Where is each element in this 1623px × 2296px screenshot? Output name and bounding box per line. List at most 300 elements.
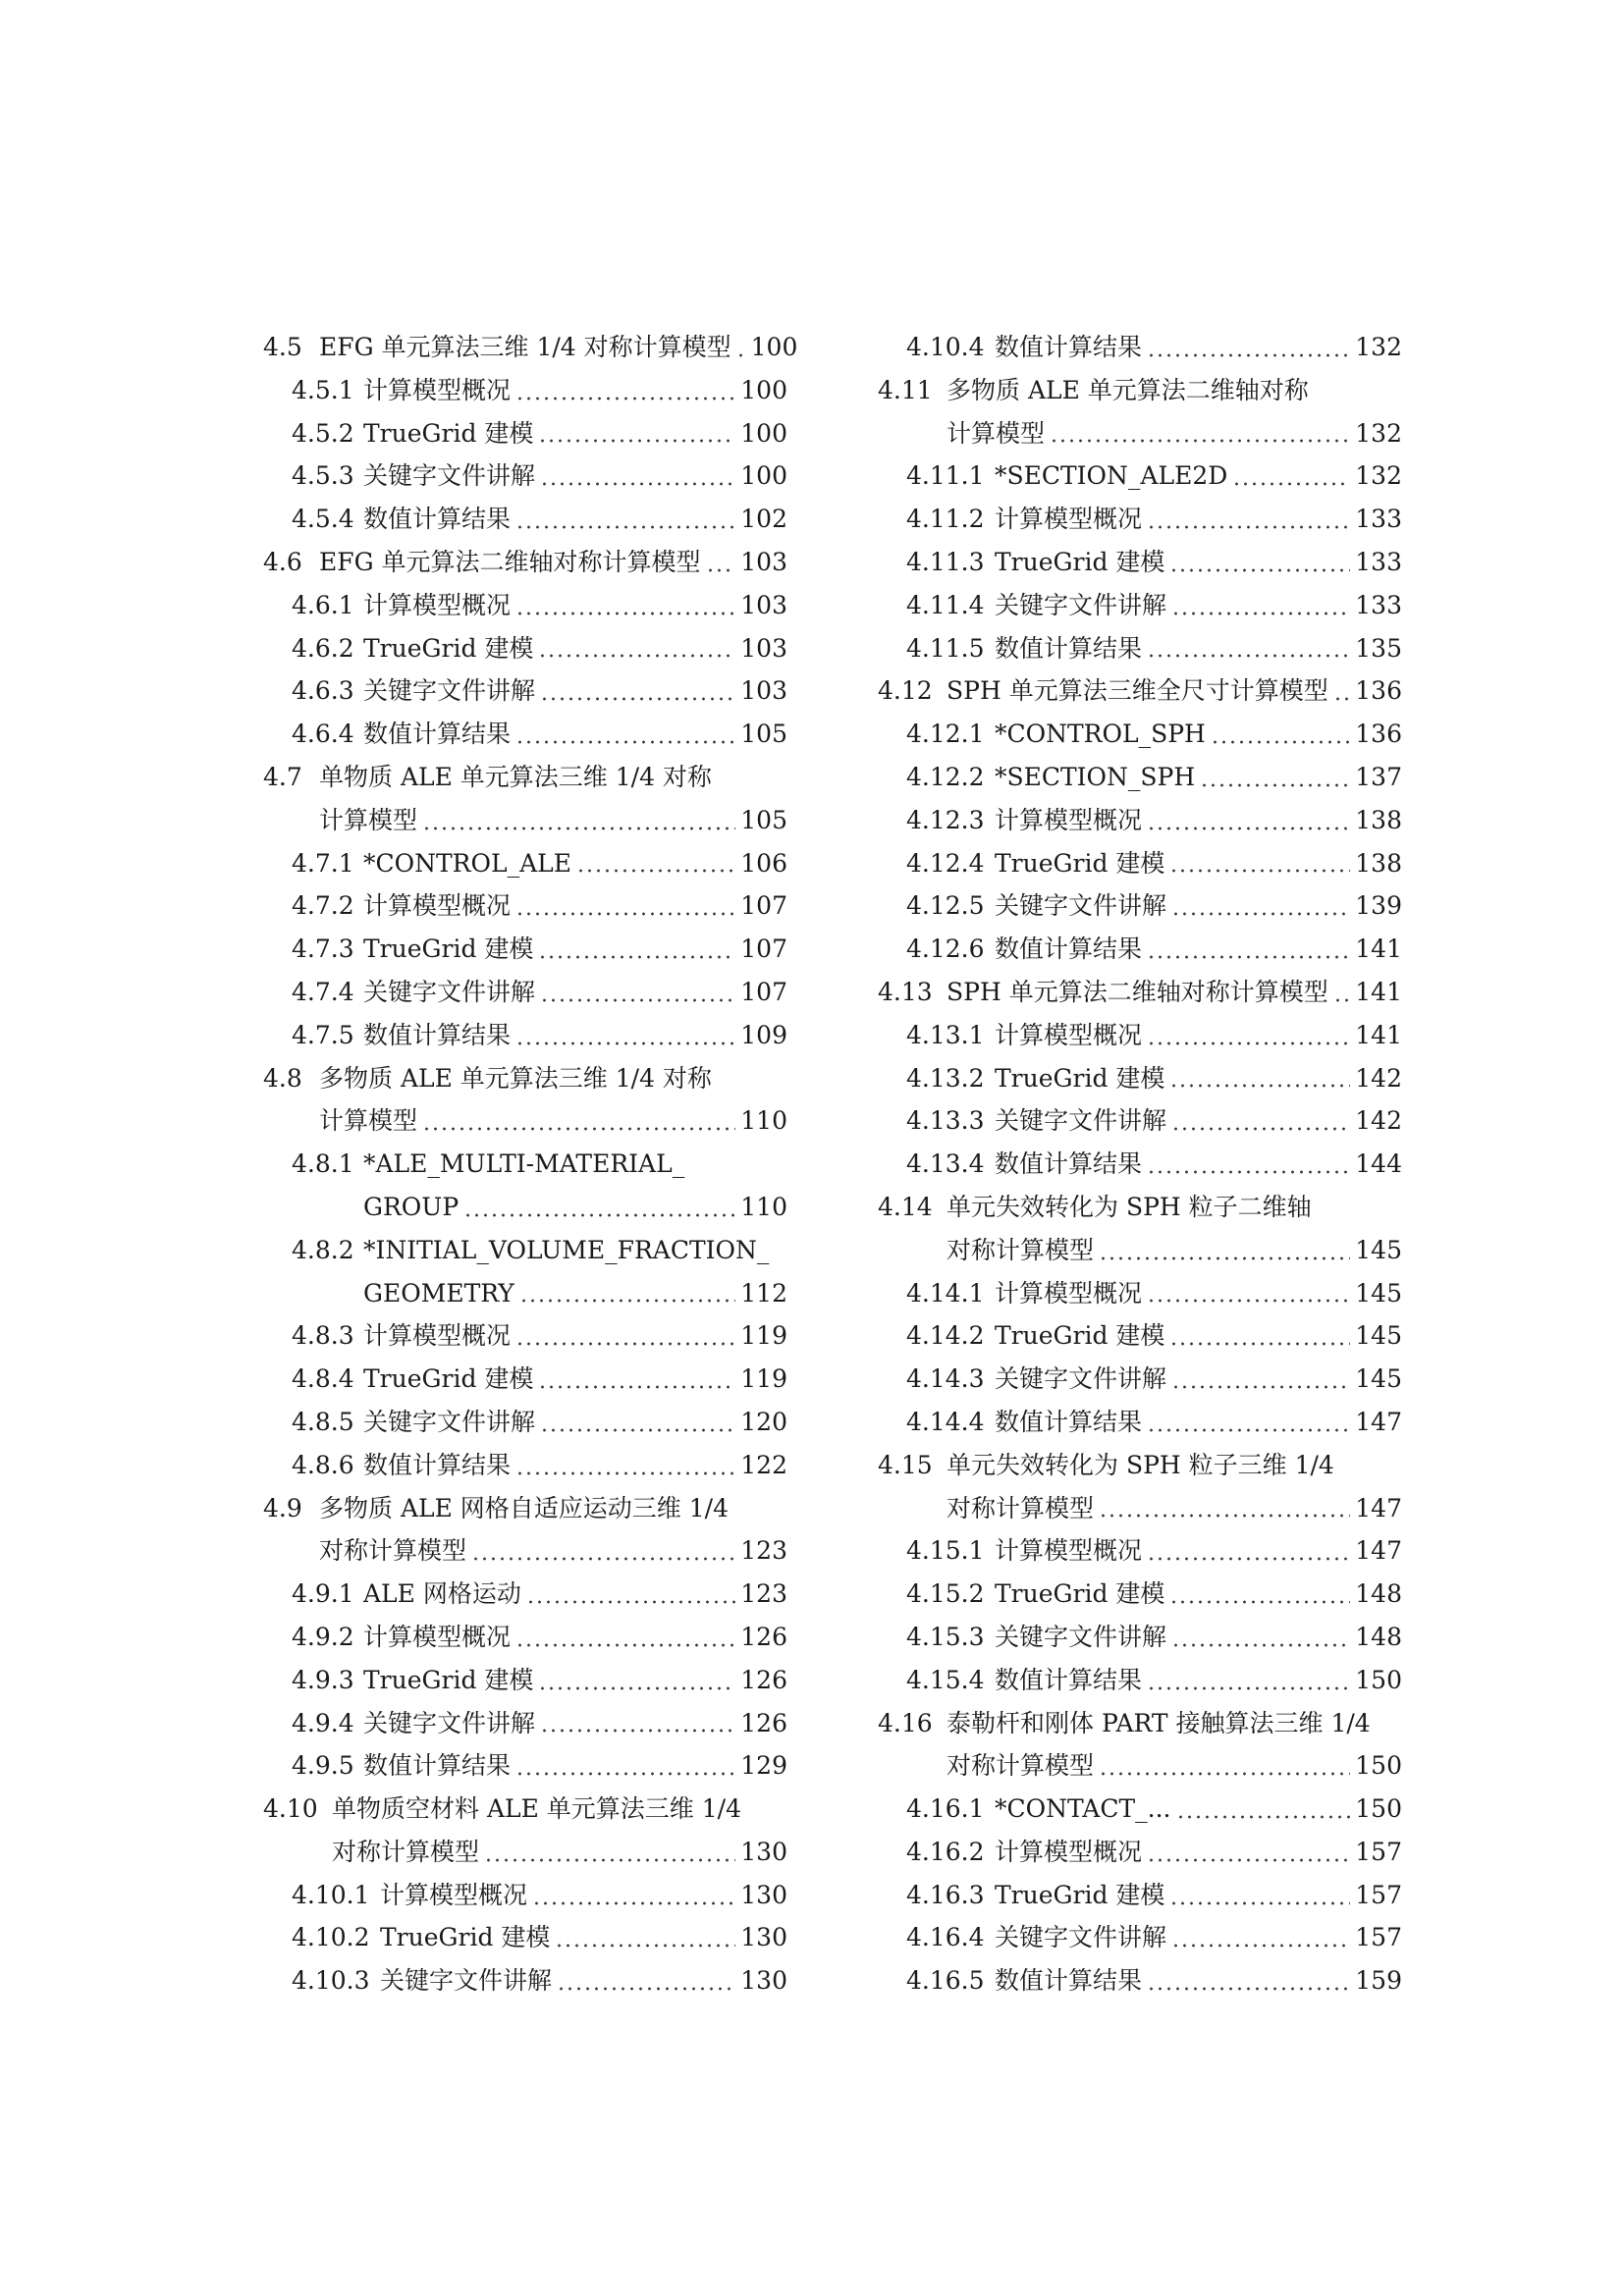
subsection-title: 关键字文件讲解 [995, 1106, 1167, 1136]
toc-entry[interactable] [263, 928, 787, 971]
toc-entry[interactable] [878, 1659, 1402, 1702]
page-number: 142 [1355, 1106, 1402, 1136]
toc-entry[interactable] [263, 498, 787, 541]
subsection-number: 4.6.2 [292, 633, 354, 663]
page-number: 135 [1355, 633, 1402, 663]
subsection-number: 4.5.3 [292, 461, 354, 491]
dot-leader [1147, 651, 1350, 661]
section-title: 单元失效转化为 SPH 粒子三维 1/4 [947, 1450, 1334, 1479]
section-title: EFG 单元算法三维 1/4 对称计算模型 [319, 333, 731, 361]
toc-entry[interactable] [263, 454, 787, 498]
page-number: 157 [1355, 1923, 1402, 1952]
subsection-title: TrueGrid 建模 [995, 1321, 1165, 1351]
page-number: 130 [740, 1923, 787, 1952]
subsection-number: 4.11.3 [906, 547, 985, 576]
subsection-number: 4.10.3 [292, 1966, 370, 1996]
page-number: 150 [1355, 1665, 1402, 1694]
subsection-title: 计算模型概况 [363, 1321, 512, 1351]
subsection-title: TrueGrid 建模 [995, 547, 1165, 576]
dot-leader [538, 1382, 735, 1392]
toc-entry[interactable] [263, 1229, 787, 1272]
page-number: 112 [740, 1278, 787, 1308]
toc-entry[interactable] [263, 1358, 787, 1401]
page-number: 119 [740, 1364, 787, 1394]
subsection-number: 4.14.2 [906, 1321, 985, 1351]
subsection-title: TrueGrid 建模 [363, 1665, 534, 1694]
toc-entry[interactable] [878, 799, 1402, 842]
subsection-number: 4.12.6 [906, 934, 985, 964]
page-number: 120 [740, 1407, 787, 1436]
toc-entry[interactable] [878, 1788, 1402, 1831]
subsection-number: 4.9.1 [292, 1579, 354, 1609]
page-number: 109 [740, 1020, 787, 1049]
dot-leader [1147, 522, 1350, 532]
toc-entry[interactable] [878, 713, 1402, 756]
subsection-number: 4.10.1 [292, 1880, 370, 1909]
page-number: 102 [740, 505, 787, 534]
page-number: 107 [740, 977, 787, 1006]
subsection-number: 4.16.3 [906, 1880, 985, 1909]
section-title-continued: 计算模型 [319, 1106, 418, 1136]
toc-entry[interactable] [263, 1874, 787, 1917]
toc-entry[interactable] [878, 1401, 1402, 1444]
page-number: 148 [1355, 1579, 1402, 1609]
toc-entry[interactable] [878, 1702, 1402, 1745]
toc-entry[interactable] [878, 1314, 1402, 1358]
dot-leader [422, 1124, 735, 1134]
dot-leader [519, 1296, 735, 1306]
page-number: 133 [1355, 590, 1402, 619]
subsection-title: 计算模型概况 [363, 590, 512, 619]
page-number: 145 [1355, 1321, 1402, 1351]
dot-leader [515, 737, 735, 747]
subsection-number: 4.5.1 [292, 375, 354, 404]
section-title: 多物质 ALE 单元算法二维轴对称 [947, 375, 1309, 404]
subsection-title: ALE 网格运动 [363, 1579, 521, 1609]
dot-leader [422, 824, 735, 833]
toc-entry[interactable] [263, 541, 787, 584]
toc-entry[interactable] [263, 1099, 787, 1143]
subsection-number: 4.6.4 [292, 720, 354, 749]
dot-leader [1232, 479, 1350, 489]
dot-leader [515, 1769, 735, 1779]
dot-leader [538, 651, 735, 661]
dot-leader [1147, 1683, 1350, 1693]
subsection-title: *CONTROL_ALE [363, 848, 571, 878]
subsection-number: 4.7.1 [292, 848, 354, 878]
toc-entry[interactable] [263, 1959, 787, 2002]
section-number: 4.16 [878, 1708, 933, 1737]
toc-entry[interactable] [878, 669, 1402, 713]
dot-leader [1147, 1425, 1350, 1435]
toc-entry[interactable] [263, 799, 787, 842]
subsection-title: 关键字文件讲解 [363, 1708, 536, 1737]
toc-entry[interactable] [878, 1057, 1402, 1100]
subsection-title: 数值计算结果 [995, 1966, 1143, 1996]
dot-leader [526, 1597, 735, 1607]
subsection-number: 4.12.3 [906, 805, 985, 834]
toc-entry[interactable] [263, 584, 787, 627]
subsection-number: 4.11.5 [906, 633, 985, 663]
dot-leader [1147, 1855, 1350, 1865]
subsection-title: TrueGrid 建模 [363, 418, 534, 448]
toc-entry[interactable] [878, 541, 1402, 584]
dot-leader [538, 952, 735, 962]
subsection-number: 4.14.3 [906, 1364, 985, 1394]
subsection-title: 数值计算结果 [995, 633, 1143, 663]
page-number: 157 [1355, 1880, 1402, 1909]
subsection-title: TrueGrid 建模 [995, 1579, 1165, 1609]
toc-entry[interactable] [263, 756, 787, 799]
subsection-number: 4.15.2 [906, 1579, 985, 1609]
subsection-title: 关键字文件讲解 [995, 891, 1167, 921]
toc-entry[interactable] [878, 369, 1402, 412]
subsection-title: *SECTION_SPH [995, 762, 1196, 791]
subsection-title: 数值计算结果 [995, 934, 1143, 964]
subsection-number: 4.13.2 [906, 1063, 985, 1093]
subsection-title: 数值计算结果 [995, 1407, 1143, 1436]
toc-entry[interactable] [878, 756, 1402, 799]
page-number: 133 [1355, 505, 1402, 534]
page-number: 107 [740, 934, 787, 964]
dot-leader [471, 1554, 735, 1564]
toc-entry[interactable] [878, 412, 1402, 455]
subsection-number: 4.12.4 [906, 848, 985, 878]
toc-entry[interactable] [263, 1744, 787, 1788]
subsection-number: 4.12.1 [906, 720, 985, 749]
subsection-title: 关键字文件讲解 [363, 1407, 536, 1436]
toc-entry[interactable] [878, 1874, 1402, 1917]
subsection-title: 计算模型概况 [995, 1020, 1143, 1049]
dot-leader [515, 522, 735, 532]
section-number: 4.11 [878, 375, 933, 404]
page-number: 130 [740, 1880, 787, 1909]
subsection-number: 4.8.2 [292, 1235, 354, 1264]
subsection-title: 计算模型概况 [363, 375, 512, 404]
toc-entry[interactable] [878, 1229, 1402, 1272]
subsection-title: *CONTROL_SPH [995, 720, 1206, 749]
toc-entry[interactable] [263, 1272, 787, 1315]
toc-entry[interactable] [263, 1401, 787, 1444]
section-number: 4.5 [263, 333, 302, 361]
toc-entry[interactable] [878, 1272, 1402, 1315]
dot-leader [515, 394, 735, 403]
subsection-title: 关键字文件讲解 [995, 1364, 1167, 1394]
dot-leader [515, 1468, 735, 1478]
subsection-number: 4.7.3 [292, 934, 354, 964]
subsection-number: 4.16.4 [906, 1923, 985, 1952]
dot-leader [576, 866, 735, 876]
toc-entry[interactable] [263, 669, 787, 713]
subsection-number: 4.7.5 [292, 1020, 354, 1049]
dot-leader [515, 1039, 735, 1048]
page-number: 119 [740, 1321, 787, 1351]
toc-entry[interactable] [263, 1702, 787, 1745]
toc-entry[interactable] [878, 1099, 1402, 1143]
dot-leader [540, 1726, 735, 1735]
page-number: 106 [740, 848, 787, 878]
dot-leader [1147, 1296, 1350, 1306]
subsection-number: 4.11.1 [906, 461, 985, 491]
dot-leader [1099, 1511, 1350, 1521]
subsection-number: 4.8.5 [292, 1407, 354, 1436]
subsection-number: 4.15.1 [906, 1536, 985, 1566]
page-number: 100 [740, 418, 787, 448]
page-number: 105 [740, 720, 787, 749]
toc-entry[interactable] [263, 1788, 787, 1831]
subsection-title: 数值计算结果 [363, 720, 512, 749]
page-number: 132 [1355, 333, 1402, 361]
subsection-number: 4.9.3 [292, 1665, 354, 1694]
toc-entry[interactable] [878, 1143, 1402, 1186]
page-number: 107 [740, 891, 787, 921]
dot-leader [1147, 350, 1350, 360]
dot-leader [515, 909, 735, 919]
subsection-title-continued: GROUP [363, 1192, 460, 1221]
toc-entry[interactable] [878, 1444, 1402, 1487]
subsection-title: *SECTION_ALE2D [995, 461, 1228, 491]
page-number: 159 [1355, 1966, 1402, 1996]
subsection-number: 4.6.3 [292, 676, 354, 706]
subsection-number: 4.7.4 [292, 977, 354, 1006]
toc-column-right [878, 326, 1402, 2002]
page-number: 123 [740, 1579, 787, 1609]
dot-leader [540, 479, 735, 489]
subsection-title: 关键字文件讲解 [363, 676, 536, 706]
toc-entry[interactable] [263, 1014, 787, 1057]
dot-leader [1147, 824, 1350, 833]
page-number: 103 [740, 633, 787, 663]
dot-leader [1169, 565, 1350, 575]
toc-entry[interactable] [878, 928, 1402, 971]
subsection-number: 4.8.1 [292, 1149, 354, 1179]
page-number: 126 [740, 1708, 787, 1737]
toc-entry[interactable] [878, 971, 1402, 1014]
page-number: 144 [1355, 1149, 1402, 1179]
page-number: 141 [1355, 977, 1402, 1006]
page-number: 139 [1355, 891, 1402, 921]
page-number: 103 [740, 547, 787, 576]
subsection-number: 4.9.5 [292, 1751, 354, 1781]
dot-leader [484, 1855, 735, 1865]
subsection-number: 4.15.3 [906, 1622, 985, 1651]
subsection-number: 4.8.4 [292, 1364, 354, 1394]
toc-entry[interactable] [878, 1487, 1402, 1530]
toc-entry[interactable] [263, 971, 787, 1014]
subsection-number: 4.14.1 [906, 1278, 985, 1308]
subsection-title: 关键字文件讲解 [995, 590, 1167, 619]
dot-leader [1333, 995, 1351, 1005]
subsection-title: *INITIAL_VOLUME_FRACTION_ [363, 1235, 770, 1264]
page-number: 110 [740, 1192, 787, 1221]
subsection-number: 4.10.2 [292, 1923, 370, 1952]
page-number: 147 [1355, 1536, 1402, 1566]
section-number: 4.15 [878, 1450, 933, 1479]
toc-entry[interactable] [878, 1014, 1402, 1057]
subsection-number: 4.14.4 [906, 1407, 985, 1436]
dot-leader [1333, 694, 1351, 704]
dot-leader [540, 694, 735, 704]
toc-entry[interactable] [263, 1057, 787, 1100]
page-number: 129 [740, 1751, 787, 1781]
toc-entry[interactable] [263, 1487, 787, 1530]
section-title: 多物质 ALE 网格自适应运动三维 1/4 [319, 1493, 729, 1522]
subsection-number: 4.5.2 [292, 418, 354, 448]
dot-leader [540, 995, 735, 1005]
toc-entry[interactable] [263, 326, 798, 369]
page-number: 130 [740, 1837, 787, 1866]
toc-entry[interactable] [878, 842, 1402, 885]
page-number: 132 [1355, 461, 1402, 491]
toc-entry[interactable] [263, 1831, 787, 1874]
subsection-number: 4.16.2 [906, 1837, 985, 1866]
page-number: 150 [1355, 1794, 1402, 1824]
subsection-title: 数值计算结果 [363, 1751, 512, 1781]
section-title-continued: 计算模型 [947, 418, 1046, 448]
page-number: 145 [1355, 1364, 1402, 1394]
subsection-title: *CONTACT_... [995, 1794, 1171, 1824]
dot-leader [1171, 1941, 1350, 1950]
toc-entry[interactable] [263, 1143, 787, 1186]
toc-entry[interactable] [878, 454, 1402, 498]
toc-entry[interactable] [878, 1573, 1402, 1616]
subsection-title: 关键字文件讲解 [995, 1622, 1167, 1651]
subsection-title: 数值计算结果 [363, 1020, 512, 1049]
subsection-title: *ALE_MULTI-MATERIAL_ [363, 1149, 685, 1179]
dot-leader [1099, 1769, 1350, 1779]
toc-entry[interactable] [263, 1529, 787, 1573]
subsection-title: 关键字文件讲解 [380, 1966, 553, 1996]
section-title: 单物质 ALE 单元算法三维 1/4 对称 [319, 762, 712, 791]
toc-entry[interactable] [263, 627, 787, 670]
page-number: 103 [740, 676, 787, 706]
subsection-number: 4.6.1 [292, 590, 354, 619]
page-number: 100 [740, 461, 787, 491]
toc-entry[interactable] [263, 1916, 787, 1959]
subsection-title: 计算模型概况 [995, 505, 1143, 534]
subsection-number: 4.12.5 [906, 891, 985, 921]
toc-entry[interactable] [263, 842, 787, 885]
toc-entry[interactable] [878, 1529, 1402, 1573]
toc-entry[interactable] [263, 1314, 787, 1358]
toc-entry[interactable] [263, 412, 787, 455]
toc-entry[interactable] [878, 627, 1402, 670]
dot-leader [538, 436, 735, 446]
page-number: 145 [1355, 1235, 1402, 1264]
dot-leader [463, 1210, 735, 1220]
page-number: 100 [740, 375, 787, 404]
subsection-title: TrueGrid 建模 [995, 1880, 1165, 1909]
subsection-title: 计算模型概况 [995, 1278, 1143, 1308]
dot-leader [1169, 1898, 1350, 1908]
subsection-title: TrueGrid 建模 [363, 633, 534, 663]
section-title-continued: 对称计算模型 [319, 1536, 467, 1566]
section-title-continued: 对称计算模型 [947, 1493, 1095, 1522]
toc-entry[interactable] [878, 584, 1402, 627]
dot-leader [515, 1640, 735, 1650]
section-title: SPH 单元算法二维轴对称计算模型 [947, 977, 1328, 1006]
subsection-title: TrueGrid 建模 [363, 934, 534, 964]
subsection-title: 数值计算结果 [363, 1450, 512, 1479]
toc-entry[interactable] [263, 884, 787, 928]
section-number: 4.6 [263, 547, 302, 576]
page-number: 157 [1355, 1837, 1402, 1866]
subsection-title: 关键字文件讲解 [363, 977, 536, 1006]
subsection-title: 数值计算结果 [995, 1149, 1143, 1179]
toc-entry[interactable] [878, 1616, 1402, 1659]
section-title: 泰勒杆和刚体 PART 接触算法三维 1/4 [947, 1708, 1371, 1737]
dot-leader [1171, 1640, 1350, 1650]
toc-entry[interactable] [263, 1659, 787, 1702]
section-title: EFG 单元算法二维轴对称计算模型 [319, 547, 701, 576]
subsection-title: 计算模型概况 [995, 805, 1143, 834]
dot-leader [1147, 1167, 1350, 1177]
dot-leader [1211, 737, 1350, 747]
toc-entry[interactable] [878, 1744, 1402, 1788]
subsection-number: 4.8.6 [292, 1450, 354, 1479]
subsection-number: 4.16.1 [906, 1794, 985, 1824]
toc-entry[interactable] [263, 369, 787, 412]
toc-entry[interactable] [263, 713, 787, 756]
toc-entry[interactable] [878, 884, 1402, 928]
subsection-title: 关键字文件讲解 [995, 1923, 1167, 1952]
section-title-continued: 对称计算模型 [332, 1837, 480, 1866]
dot-leader [540, 1425, 735, 1435]
toc-entry[interactable] [878, 498, 1402, 541]
toc-entry[interactable] [263, 1616, 787, 1659]
toc-entry[interactable] [878, 1831, 1402, 1874]
toc-entry[interactable] [878, 1358, 1402, 1401]
subsection-title: 关键字文件讲解 [363, 461, 536, 491]
subsection-number: 4.13.3 [906, 1106, 985, 1136]
page-number: 142 [1355, 1063, 1402, 1093]
toc-entry[interactable] [878, 326, 1402, 369]
subsection-title: 数值计算结果 [363, 505, 512, 534]
subsection-number: 4.9.2 [292, 1622, 354, 1651]
page-number: 126 [740, 1622, 787, 1651]
dot-leader [1147, 952, 1350, 962]
subsection-number: 4.7.2 [292, 891, 354, 921]
page-number: 138 [1355, 805, 1402, 834]
dot-leader [706, 565, 736, 575]
section-title-continued: 计算模型 [319, 805, 418, 834]
toc-entry[interactable] [878, 1186, 1402, 1229]
toc-entry[interactable] [878, 1959, 1402, 2002]
dot-leader [1169, 1081, 1350, 1091]
page-number: 141 [1355, 1020, 1402, 1049]
toc-entry[interactable] [878, 1916, 1402, 1959]
dot-leader [532, 1898, 735, 1908]
subsection-title: TrueGrid 建模 [363, 1364, 534, 1394]
subsection-number: 4.8.3 [292, 1321, 354, 1351]
page-number: 137 [1355, 762, 1402, 791]
section-number: 4.13 [878, 977, 933, 1006]
toc-entry[interactable] [263, 1444, 787, 1487]
dot-leader [515, 1339, 735, 1349]
subsection-number: 4.15.4 [906, 1665, 985, 1694]
dot-leader [1147, 1039, 1350, 1048]
subsection-number: 4.11.2 [906, 505, 985, 534]
dot-leader [1147, 1554, 1350, 1564]
subsection-title: 数值计算结果 [995, 1665, 1143, 1694]
page-number: 148 [1355, 1622, 1402, 1651]
toc-entry[interactable] [263, 1186, 787, 1229]
subsection-number: 4.12.2 [906, 762, 985, 791]
dot-leader [538, 1683, 735, 1693]
subsection-title: 计算模型概况 [380, 1880, 528, 1909]
page-number: 105 [740, 805, 787, 834]
toc-entry[interactable] [263, 1573, 787, 1616]
